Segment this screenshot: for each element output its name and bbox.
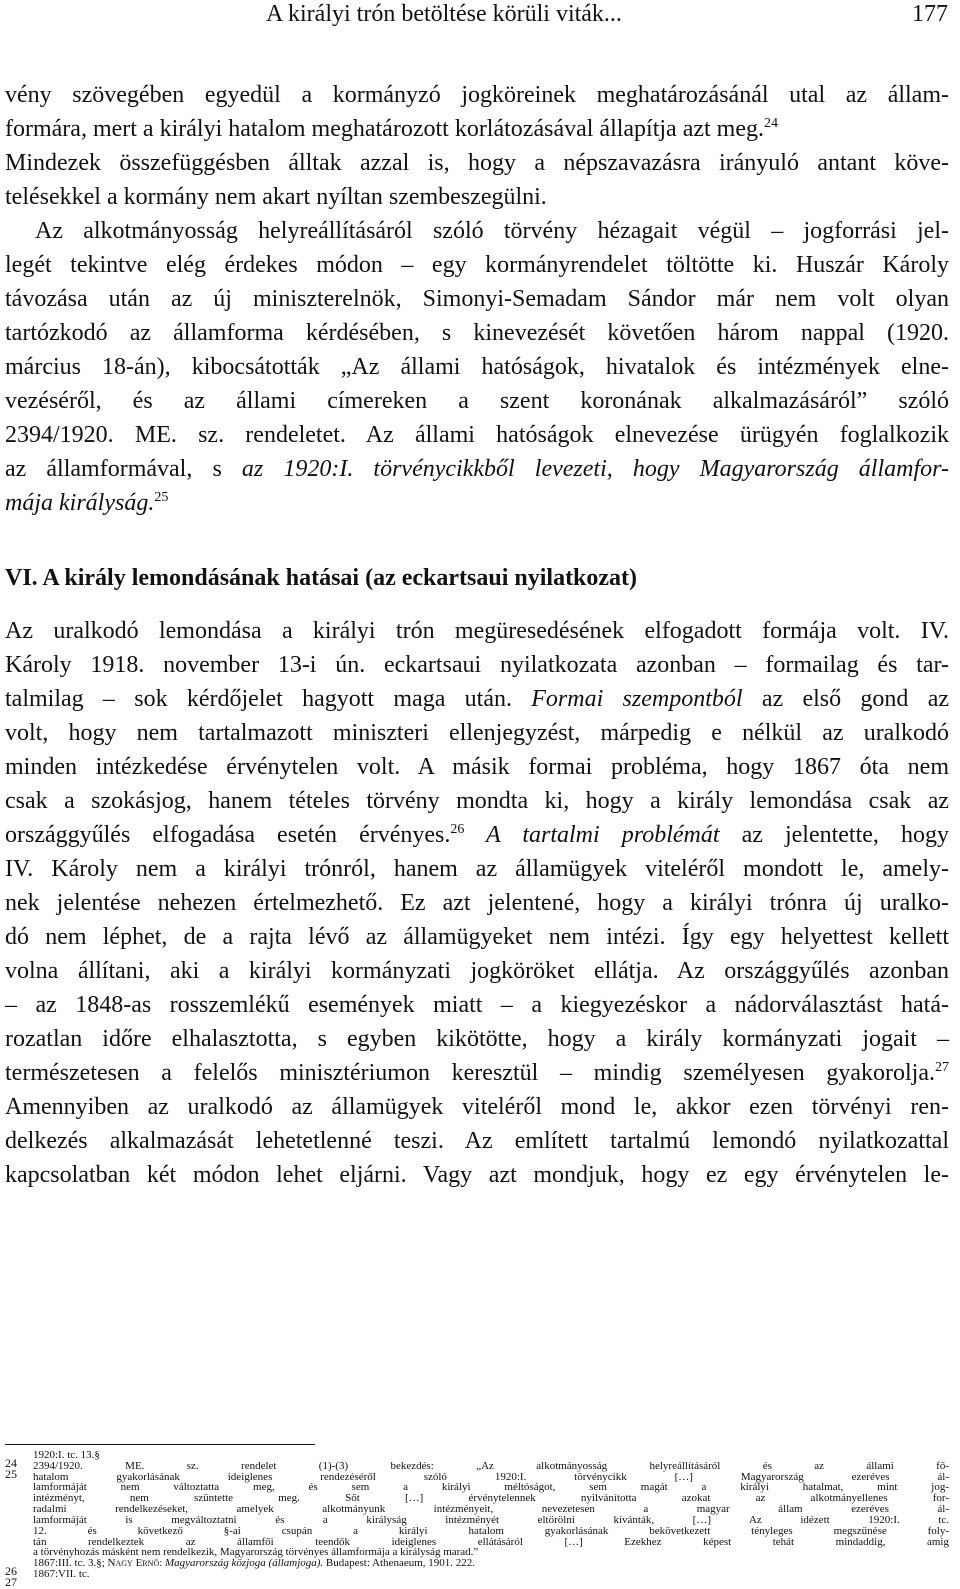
footnote-text: intézményt, nem szüntette meg. Sőt […] érvénytelennek nyilvánította azokat az alkotmányellenes for- bbox=[33, 1492, 949, 1505]
footnote-text: 12. és következő §-ai csupán a királyi hatalom gyakorlásának bekövetkezett tényleges megszűnése foly- bbox=[33, 1524, 949, 1537]
text-line: az államformával, s az 1920:I. törvénycikkből levezeti, hogy Magyarország államfor- bbox=[5, 456, 949, 482]
running-title: A királyi trón betöltése körüli viták... bbox=[266, 1, 622, 27]
text-line: 2394/1920. ME. sz. rendeletet. Az állami hatóságok elnevezése ürügyén foglalkozik bbox=[5, 422, 949, 448]
text-line: távozása után az új miniszterelnök, Simonyi-Semadam Sándor már nem volt olyan bbox=[5, 286, 949, 312]
text-line: kapcsolatban két módon lehet eljárni. Vagy azt mondjuk, hogy ez egy érvénytelen le- bbox=[5, 1162, 949, 1188]
text-line: nek jelentése nehezen értelmezhető. Ez azt jelentené, hogy a királyi trónra új uralko- bbox=[5, 890, 949, 916]
text-line: vezéséről, és az állami címereken a szent koronának alkalmazásáról” szóló bbox=[5, 388, 949, 414]
footnote-text: 1867:VII. tc. bbox=[33, 1568, 90, 1581]
text-line: március 18-án), kibocsátották „Az állami hatóságok, hivatalok és intézmények elne- bbox=[5, 354, 949, 380]
footnote-number: 26 bbox=[5, 1564, 17, 1579]
footnote-number: 27 bbox=[5, 1575, 17, 1589]
footnote-ref[interactable]: 26 bbox=[450, 822, 465, 837]
text-line: rozatlan időre elhalasztotta, s egyben kikötötte, hogy a király kormányzati jogait – bbox=[5, 1026, 949, 1052]
text-line: tartózkodó az államforma kérdésében, s kinevezését követően három nappal (1920. bbox=[5, 320, 949, 346]
text-line: delkezés alkalmazását lehetetlenné teszi. Az említett tartalmú lemondó nyilatkozattal bbox=[5, 1128, 949, 1154]
text-line: vény szövegében egyedül a kormányzó jogköreinek meghatározásánál utal az állam- bbox=[5, 82, 949, 108]
text-line: természetesen a felelős minisztériumon keresztül – mindig személyesen gyakorolja.$^{27}$ bbox=[5, 1060, 949, 1086]
text-line: Mindezek összefüggésben álltak azzal is, hogy a népszavazásra irányuló antant köve- bbox=[5, 150, 949, 176]
footnote-text: radalmi rendelkezéseket, amelyek alkotmányunk intézményeit, nevezetesen a magyar állam ezeréves ál- bbox=[33, 1503, 949, 1516]
text-line: mája királyság.$^{25}$ bbox=[5, 490, 169, 516]
footnote-ref[interactable]: 27 bbox=[935, 1060, 949, 1075]
text-line: Az alkotmányosság helyreállításáról szóló törvény hézagait végül – jogforrási jel- bbox=[35, 218, 949, 244]
footnote-text: 2394/1920. ME. sz. rendelet (1)-(3) bekezdés: „Az alkotmányosság helyreállításáról és az állami fő- bbox=[33, 1459, 949, 1472]
text-line: minden intézkedése érvénytelen volt. A másik formai probléma, hogy 1867 óta nem bbox=[5, 754, 949, 780]
footnote-divider bbox=[5, 1444, 315, 1445]
text-line: Amennyiben az uralkodó az államügyek viteléről mond le, akkor ezen törvényi ren- bbox=[5, 1094, 949, 1120]
author-name: Nagy Ernő bbox=[107, 1557, 160, 1570]
text-line: dó nem léphet, de a rajta lévő az államügyeket nem intézi. Így egy helyettest kellett bbox=[5, 924, 949, 950]
footnote-text: 1867:III. tc. 3.§; Nagy Ernő: Magyarország közjoga (államjoga). Budapest: Athenaeum, 1901. 222. bbox=[33, 1557, 476, 1570]
running-header bbox=[0, 0, 960, 38]
text-line: legét tekintve elég érdekes módon – egy kormányrendelet töltötte ki. Huszár Károly bbox=[5, 252, 949, 278]
text-line: volna állítani, aki a királyi kormányzati jogköröket ellátja. Az országgyűlés azonban bbox=[5, 958, 949, 984]
text-line: csak a szokásjog, hanem tételes törvény mondta ki, hogy a király lemondása csak az bbox=[5, 788, 949, 814]
text-line: formára, mert a királyi hatalom meghatározott korlátozásával állapítja azt meg.$^{24}$ bbox=[5, 116, 778, 142]
section-heading: VI. A király lemondásának hatásai (az eckartsaui nyilatkozat) bbox=[5, 565, 638, 591]
text-line: IV. Károly nem a királyi trónról, hanem az államügyek viteléről mondott le, amely- bbox=[5, 856, 949, 882]
footnote-number: 24 bbox=[5, 1456, 17, 1470]
footnote-text: 1920:I. tc. 13.§ bbox=[33, 1449, 100, 1461]
text-line: Az uralkodó lemondása a királyi trón megüresedésének elfogadott formája volt. IV. bbox=[5, 618, 949, 644]
text-line: Károly 1918. november 13-i ún. eckartsaui nyilatkozata azonban – formailag és tar- bbox=[5, 652, 949, 678]
text-line: – az 1848-as rosszemlékű események miatt – a kiegyezéskor a nádorválasztást hatá- bbox=[5, 992, 949, 1018]
footnote-text: tán rendelkeztek az államfői teendők ideiglenes ellátásáról […] Ezekhez képest tehát mindaddig, amig bbox=[33, 1535, 949, 1548]
text-line: telésekkel a kormány nem akart nyíltan szembeszegülni. bbox=[5, 184, 547, 210]
footnote-text: a törvényhozás másként nem rendelkezik, Magyarország törvényes államformája a királyság marad.” bbox=[33, 1546, 479, 1559]
text-line: volt, hogy nem tartalmazott miniszteri ellenjegyzést, márpedig e nélkül az uralkodó bbox=[5, 720, 949, 746]
text-line: országgyűlés elfogadása esetén érvényes.$^{26}$ A tartalmi problémát az jelentette, hogy bbox=[5, 822, 949, 848]
text-line: talmilag – sok kérdőjelet hagyott maga után. Formai szempontból az első gond az bbox=[5, 686, 949, 712]
footnote-number: 25 bbox=[5, 1466, 17, 1481]
page-number: 177 bbox=[912, 1, 948, 27]
footnote-ref[interactable]: 24 bbox=[764, 116, 778, 131]
book-title: Magyarország közjoga (államjoga). bbox=[165, 1557, 324, 1570]
footnote-ref[interactable]: 25 bbox=[154, 490, 169, 505]
footnote-text: lamformáját is megváltoztatni és a királyság intézményét eltörölni kívánták, […] Az idézett 1920:I. tc. bbox=[33, 1513, 949, 1526]
footnote-text: lamformáját nem változtatta meg, és sem a királyi méltóságot, sem magát a királyi hatalmat, mint jog- bbox=[33, 1481, 949, 1494]
footnote-text: hatalom gyakorlásának ideiglenes rendezéséről szóló 1920:I. törvénycikk […] Magyarország ezeréves ál- bbox=[33, 1470, 949, 1483]
